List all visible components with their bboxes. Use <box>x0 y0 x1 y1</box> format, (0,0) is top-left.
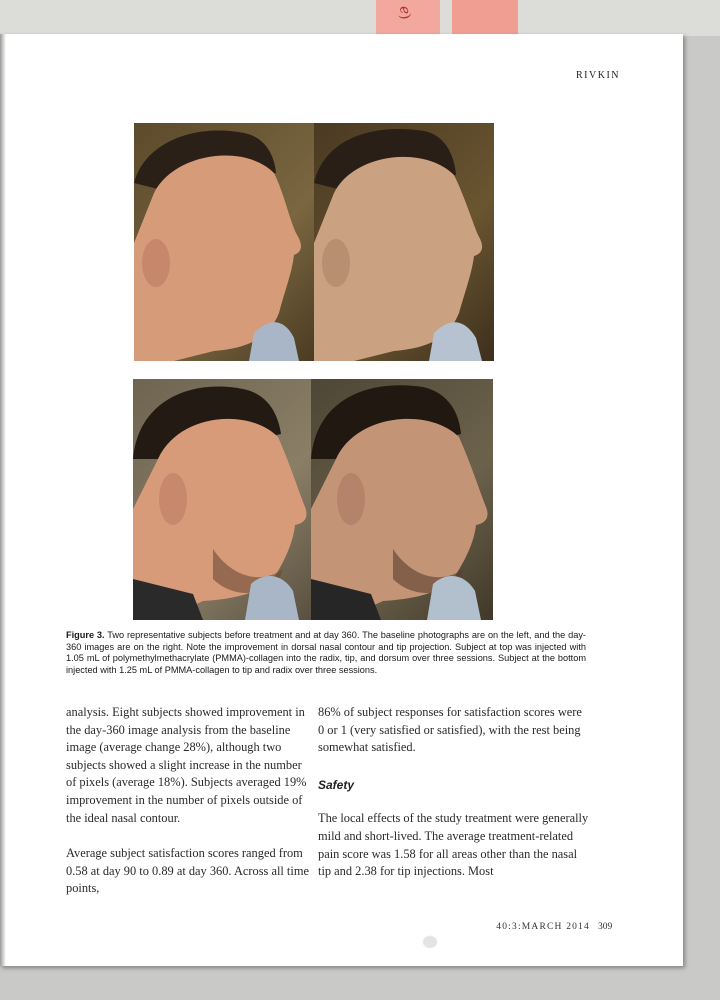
handwritten-mark: ℯ) <box>395 4 413 21</box>
figure-caption <box>66 630 586 676</box>
photo-bottom-day360 <box>311 379 493 620</box>
scan-background <box>0 0 720 36</box>
paragraph: The local effects of the study treatment were generally mild and short-lived. The average treatment-related pain score was 1.58 for all areas other than the nasal tip and 2.38 for tip injections. Most <box>318 811 589 879</box>
photo-bottom-baseline <box>133 379 311 620</box>
sticky-note <box>452 0 518 34</box>
paragraph: Average subject satisfaction scores ranged from 0.58 at day 90 to 0.89 at day 360. Across all time points, <box>66 846 309 896</box>
page-number: 309 <box>598 922 613 932</box>
figure-label: Figure 3. <box>66 630 105 640</box>
paragraph: analysis. Eight subjects showed improvement in the day-360 image analysis from the baseline image (average change 28%), although two subjects showed a slight increase in the number of pixels (average 18%). Subjects averaged 19% improvement in the number of pixels outside of the ideal nasal contour. <box>66 705 307 825</box>
page-spine-shadow <box>0 34 6 966</box>
photo-top-baseline <box>134 123 314 361</box>
figure-caption-text: Two representative subjects before treatment and at day 360. The baseline photographs are on the left, and the day-360 images are on the right. Note the improvement in dorsal nasal contour and tip projection. Subject at top was injected with 1.05 mL of polymethylmethacrylate (PMMA)-collagen into the radix, tip, and dorsum over three sessions. Subject at the bottom injected with 1.25 mL of PMMA-collagen to tip and radix over three sessions. <box>66 630 586 675</box>
running-head: RIVKIN <box>576 70 620 81</box>
paragraph: 86% of subject responses for satisfaction scores were 0 or 1 (very satisfied or satisfied), with the rest being somewhat satisfied. <box>318 705 582 755</box>
scan-speck <box>424 937 436 947</box>
section-heading: Safety <box>318 777 355 792</box>
footer-issue: 40:3:MARCH 2014 <box>496 922 590 932</box>
body-column-left <box>66 704 312 898</box>
body-column-right <box>318 704 590 881</box>
photo-top-day360 <box>314 123 494 361</box>
